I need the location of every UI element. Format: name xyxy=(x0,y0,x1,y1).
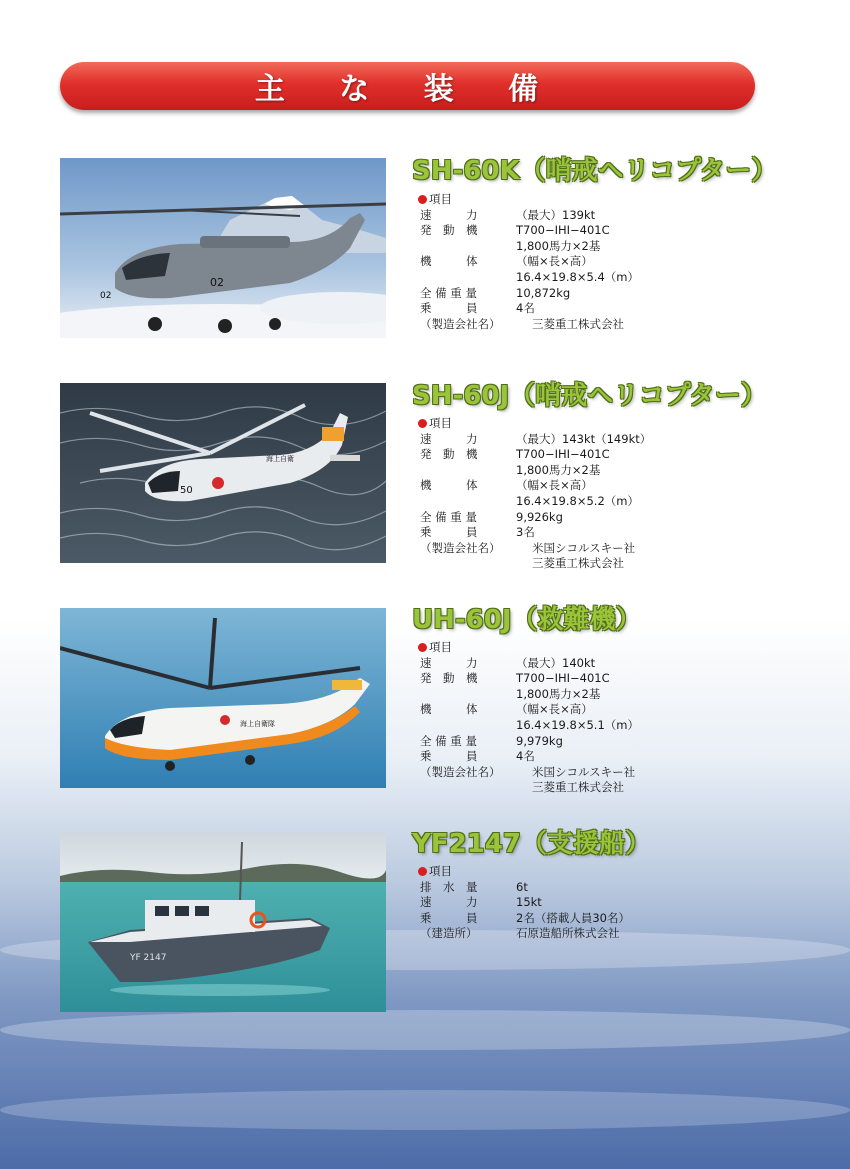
spec-value: 9,979kg xyxy=(516,733,563,748)
spec-value: （最大）139kt xyxy=(516,207,596,222)
spec-list-yf2147 xyxy=(418,864,630,942)
spec-value: 4名 xyxy=(516,301,535,316)
sh60k-photo xyxy=(60,158,386,338)
spec-list-sh60k xyxy=(418,192,639,332)
spec-key: 乗 員 xyxy=(420,301,478,316)
spec-value: 16.4×19.8×5.1（m） xyxy=(516,717,639,732)
spec-header: 項目 xyxy=(429,640,452,654)
wave-highlight xyxy=(0,1090,850,1130)
spec-value: 10,872kg xyxy=(516,285,571,300)
wave-highlight xyxy=(0,1010,850,1050)
sh60k-nose-number: 02 xyxy=(100,291,112,301)
spec-key: （建造所） xyxy=(420,926,478,941)
spec-value: 16.4×19.8×5.2（m） xyxy=(516,493,639,508)
page-title: 主 な 装 備 xyxy=(254,72,561,107)
spec-value: 6t xyxy=(516,879,528,894)
spec-key: 発 動 機 xyxy=(420,223,478,238)
spec-key: 速 力 xyxy=(420,655,478,670)
page-title-banner xyxy=(60,62,755,110)
spec-key: 機 体 xyxy=(420,254,478,269)
spec-key: 全 備 重 量 xyxy=(420,733,477,748)
spec-value: T700−IHI−401C xyxy=(516,223,610,238)
bullet-icon xyxy=(418,419,427,428)
spec-value: 16.4×19.8×5.4（m） xyxy=(516,269,639,284)
bullet-icon xyxy=(418,195,427,204)
spec-key: 乗 員 xyxy=(420,910,478,925)
sh60j-side-text: 海上自衛 xyxy=(266,455,294,463)
yf2147-photo xyxy=(60,832,386,1012)
spec-key: 速 力 xyxy=(420,895,478,910)
spec-value: （幅×長×高） xyxy=(516,702,593,717)
spec-value: 2名（搭載人員30名） xyxy=(516,910,630,925)
spec-header: 項目 xyxy=(429,192,452,206)
spec-value: 9,926kg xyxy=(516,509,563,524)
spec-key: 乗 員 xyxy=(420,749,478,764)
spec-header: 項目 xyxy=(429,416,452,430)
spec-key: 全 備 重 量 xyxy=(420,509,477,524)
spec-key: 乗 員 xyxy=(420,525,478,540)
spec-value: T700−IHI−401C xyxy=(516,671,610,686)
spec-key: 機 体 xyxy=(420,478,478,493)
bullet-icon xyxy=(418,867,427,876)
spec-value: （幅×長×高） xyxy=(516,254,593,269)
spec-value: 3名 xyxy=(516,525,535,540)
spec-key: 速 力 xyxy=(420,431,478,446)
spec-key: 発 動 機 xyxy=(420,671,478,686)
section-title-sh60j: SH-60J（哨戒ヘリコプター） xyxy=(412,381,767,411)
spec-value: 米国シコルスキー社 xyxy=(532,764,636,779)
uh60j-photo xyxy=(60,608,386,788)
spec-key: 発 動 機 xyxy=(420,447,478,462)
sh60j-side-number: 50 xyxy=(180,485,193,496)
spec-value: （最大）140kt xyxy=(516,655,596,670)
spec-value: 三菱重工株式会社 xyxy=(532,316,624,331)
spec-value: （最大）143kt（149kt） xyxy=(516,431,652,446)
yf2147-hull-text: YF 2147 xyxy=(130,953,167,963)
spec-list-uh60j xyxy=(418,640,639,796)
section-title-sh60k: SH-60K（哨戒ヘリコプター） xyxy=(412,156,778,186)
spec-list-sh60j xyxy=(418,416,651,572)
spec-key: （製造会社名） xyxy=(420,316,501,331)
spec-key: 全 備 重 量 xyxy=(420,285,477,300)
spec-value: 1,800馬力×2基 xyxy=(516,462,601,477)
spec-value: 4名 xyxy=(516,749,535,764)
spec-value: 三菱重工株式会社 xyxy=(532,780,624,795)
spec-value: （幅×長×高） xyxy=(516,478,593,493)
section-title-yf2147: YF2147（支援船） xyxy=(412,829,651,859)
section-title-uh60j: UH-60J（救難機） xyxy=(412,605,642,635)
spec-key: （製造会社名） xyxy=(420,764,501,779)
spec-value: 1,800馬力×2基 xyxy=(516,238,601,253)
spec-value: 米国シコルスキー社 xyxy=(532,540,636,555)
bullet-icon xyxy=(418,643,427,652)
spec-header: 項目 xyxy=(429,864,452,878)
spec-value: 15kt xyxy=(516,895,542,910)
uh60j-side-text: 海上自衛隊 xyxy=(240,720,275,728)
spec-value: 石原造船所株式会社 xyxy=(516,926,620,941)
sh60j-photo xyxy=(60,383,386,563)
sh60k-side-number: 02 xyxy=(210,276,224,289)
spec-key: （製造会社名） xyxy=(420,540,501,555)
spec-value: 1,800馬力×2基 xyxy=(516,686,601,701)
spec-value: 三菱重工株式会社 xyxy=(532,556,624,571)
spec-key: 機 体 xyxy=(420,702,478,717)
spec-key: 速 力 xyxy=(420,207,478,222)
spec-value: T700−IHI−401C xyxy=(516,447,610,462)
spec-key: 排 水 量 xyxy=(420,879,478,894)
